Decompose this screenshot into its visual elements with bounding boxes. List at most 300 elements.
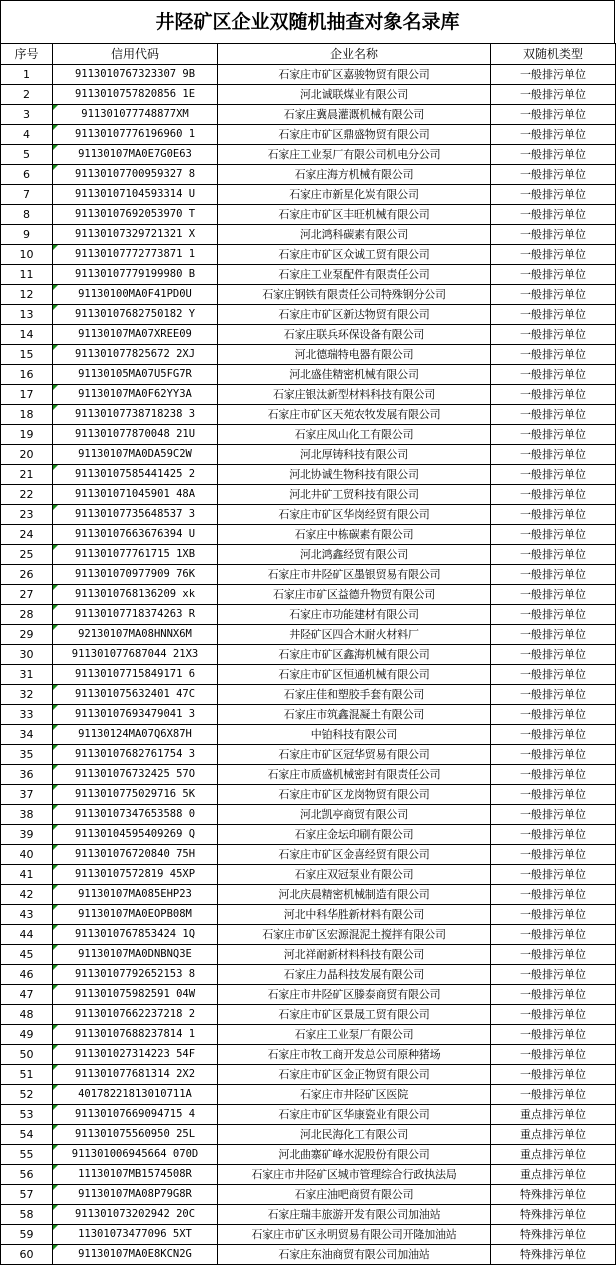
row-company-name[interactable]: 石家庄市矿区龙岗物贸有限公司 (218, 785, 491, 805)
row-credit-code[interactable]: 911301075560950 25L (53, 1125, 218, 1145)
row-no[interactable]: 50 (1, 1045, 53, 1065)
table-row (1, 645, 616, 665)
row-credit-code[interactable]: 91130107MA0EOPB08M (53, 905, 218, 925)
row-no[interactable]: 57 (1, 1185, 53, 1205)
row-company-name[interactable]: 石家庄冀晨灌溉机械有限公司 (218, 105, 491, 125)
cell-note-marker-icon (53, 1225, 58, 1230)
row-credit-code[interactable]: 911301077687044 21X3 (53, 645, 218, 665)
table-row (1, 845, 616, 865)
table-row (1, 85, 616, 105)
row-credit-code[interactable]: 91130107572819 45XP (53, 865, 218, 885)
row-company-name[interactable]: 石家庄市矿区丰旺机械有限公司 (218, 205, 491, 225)
row-inspection-type[interactable]: 一般排污单位 (491, 585, 616, 605)
row-no[interactable]: 38 (1, 805, 53, 825)
row-no[interactable]: 54 (1, 1125, 53, 1145)
row-credit-code[interactable]: 91130107669094715 4 (53, 1105, 218, 1125)
row-no[interactable]: 41 (1, 865, 53, 885)
row-credit-code[interactable]: 91130107585441425 2 (53, 465, 218, 485)
row-no[interactable]: 25 (1, 545, 53, 565)
row-no[interactable]: 46 (1, 965, 53, 985)
table-row (1, 485, 616, 505)
table-row (1, 405, 616, 425)
row-company-name[interactable]: 石家庄市井陉矿区城市管理综合行政执法局 (218, 1165, 491, 1185)
row-credit-code[interactable]: 911301075982591 04W (53, 985, 218, 1005)
row-company-name[interactable]: 石家庄市矿区益德升物贸有限公司 (218, 585, 491, 605)
cell-note-marker-icon (53, 865, 58, 870)
cell-note-marker-icon (53, 505, 58, 510)
row-credit-code[interactable]: 911301075632401 47C (53, 685, 218, 705)
row-inspection-type[interactable]: 一般排污单位 (491, 565, 616, 585)
row-credit-code[interactable]: 911301073202942 20C (53, 1205, 218, 1225)
table-row (1, 1045, 616, 1065)
row-company-name[interactable]: 石家庄市矿区华岗经贸有限公司 (218, 505, 491, 525)
row-credit-code[interactable]: 91130107MA0E8KCN2G (53, 1245, 218, 1265)
row-inspection-type[interactable]: 一般排污单位 (491, 685, 616, 705)
row-no[interactable]: 21 (1, 465, 53, 485)
row-inspection-type[interactable]: 一般排污单位 (491, 225, 616, 245)
row-company-name[interactable]: 石家庄佳和塑胶手套有限公司 (218, 685, 491, 705)
cell-note-marker-icon (53, 1125, 58, 1130)
row-inspection-type[interactable]: 一般排污单位 (491, 665, 616, 685)
row-company-name[interactable]: 石家庄市矿区华康瓷业有限公司 (218, 1105, 491, 1125)
row-inspection-type[interactable]: 一般排污单位 (491, 885, 616, 905)
row-inspection-type[interactable]: 一般排污单位 (491, 825, 616, 845)
row-inspection-type[interactable]: 一般排污单位 (491, 445, 616, 465)
row-inspection-type[interactable]: 重点排污单位 (491, 1165, 616, 1185)
row-no[interactable]: 12 (1, 285, 53, 305)
row-company-name[interactable]: 石家庄金坛印刷有限公司 (218, 825, 491, 845)
row-inspection-type[interactable]: 一般排污单位 (491, 1045, 616, 1065)
row-company-name[interactable]: 石家庄工业泵厂有限公司机电分公司 (218, 145, 491, 165)
row-company-name[interactable]: 河北盛佳精密机械有限公司 (218, 365, 491, 385)
row-company-name[interactable]: 石家庄双冠泵业有限公司 (218, 865, 491, 885)
row-credit-code[interactable]: 9113010767323307 9B (53, 65, 218, 85)
row-credit-code[interactable]: 911301027314223 54F (53, 1045, 218, 1065)
row-credit-code[interactable]: 92130107MA08HNNX6M (53, 625, 218, 645)
row-credit-code[interactable]: 91130107MA0F62YY3A (53, 385, 218, 405)
row-credit-code[interactable]: 91130100MA0F41PD0U (53, 285, 218, 305)
table-row (1, 545, 616, 565)
row-inspection-type[interactable]: 一般排污单位 (491, 425, 616, 445)
cell-note-marker-icon (53, 305, 58, 310)
row-no[interactable]: 59 (1, 1225, 53, 1245)
row-credit-code[interactable]: 911301070977909 76K (53, 565, 218, 585)
row-company-name[interactable]: 石家庄市井陉矿区滕泰商贸有限公司 (218, 985, 491, 1005)
row-company-name[interactable]: 河北厚铸科技有限公司 (218, 445, 491, 465)
table-row (1, 425, 616, 445)
row-inspection-type[interactable]: 一般排污单位 (491, 345, 616, 365)
row-inspection-type[interactable]: 一般排污单位 (491, 905, 616, 925)
row-no[interactable]: 17 (1, 385, 53, 405)
row-credit-code[interactable]: 911301077761715 1XB (53, 545, 218, 565)
row-inspection-type[interactable]: 一般排污单位 (491, 605, 616, 625)
cell-note-marker-icon (53, 1105, 58, 1110)
row-credit-code[interactable]: 91130107682761754 3 (53, 745, 218, 765)
cell-note-marker-icon (53, 585, 58, 590)
row-inspection-type[interactable]: 一般排污单位 (491, 105, 616, 125)
row-inspection-type[interactable]: 一般排污单位 (491, 725, 616, 745)
cell-note-marker-icon (53, 925, 58, 930)
row-credit-code[interactable]: 911301006945664 070D (53, 1145, 218, 1165)
row-no[interactable]: 40 (1, 845, 53, 865)
row-inspection-type[interactable]: 一般排污单位 (491, 705, 616, 725)
table-body (1, 65, 616, 1265)
row-inspection-type[interactable]: 一般排污单位 (491, 365, 616, 385)
cell-note-marker-icon (53, 605, 58, 610)
row-no[interactable]: 2 (1, 85, 53, 105)
cell-note-marker-icon (53, 1145, 58, 1150)
row-no[interactable]: 4 (1, 125, 53, 145)
table-row (1, 65, 616, 85)
row-inspection-type[interactable]: 一般排污单位 (491, 285, 616, 305)
row-no[interactable]: 35 (1, 745, 53, 765)
row-credit-code[interactable]: 91130107MA0DA59C2W (53, 445, 218, 465)
row-no[interactable]: 27 (1, 585, 53, 605)
row-company-name[interactable]: 石家庄市矿区天苑农牧发展有限公司 (218, 405, 491, 425)
row-company-name[interactable]: 石家庄工业泵配件有限责任公司 (218, 265, 491, 285)
row-no[interactable]: 26 (1, 565, 53, 585)
row-credit-code[interactable]: 11130107MB1574508R (53, 1165, 218, 1185)
row-inspection-type[interactable]: 一般排污单位 (491, 65, 616, 85)
row-no[interactable]: 52 (1, 1085, 53, 1105)
row-inspection-type[interactable]: 一般排污单位 (491, 485, 616, 505)
cell-note-marker-icon (53, 825, 58, 830)
row-inspection-type[interactable]: 一般排污单位 (491, 165, 616, 185)
row-no[interactable]: 29 (1, 625, 53, 645)
row-inspection-type[interactable]: 特殊排污单位 (491, 1205, 616, 1225)
row-no[interactable]: 5 (1, 145, 53, 165)
cell-note-marker-icon (53, 1205, 58, 1210)
row-inspection-type[interactable]: 一般排污单位 (491, 945, 616, 965)
row-no[interactable]: 8 (1, 205, 53, 225)
row-company-name[interactable]: 河北祥耐新材料科技有限公司 (218, 945, 491, 965)
row-credit-code[interactable]: 91130107692053970 T (53, 205, 218, 225)
row-credit-code[interactable]: 911301077825672 2XJ (53, 345, 218, 365)
row-company-name[interactable]: 石家庄市矿区宏源混泥土搅拌有限公司 (218, 925, 491, 945)
table-row (1, 1145, 616, 1165)
row-company-name[interactable]: 石家庄市矿区金正物贸有限公司 (218, 1065, 491, 1085)
row-no[interactable]: 23 (1, 505, 53, 525)
row-no[interactable]: 18 (1, 405, 53, 425)
row-company-name[interactable]: 河北井矿工贸科技有限公司 (218, 485, 491, 505)
row-inspection-type[interactable]: 一般排污单位 (491, 965, 616, 985)
row-no[interactable]: 14 (1, 325, 53, 345)
row-company-name[interactable]: 石家庄工业泵厂有限公司 (218, 1025, 491, 1045)
row-no[interactable]: 31 (1, 665, 53, 685)
row-no[interactable]: 3 (1, 105, 53, 125)
row-company-name[interactable]: 石家庄瑞丰旅游开发有限公司加油站 (218, 1205, 491, 1225)
cell-note-marker-icon (53, 805, 58, 810)
row-company-name[interactable]: 石家庄联兵环保设备有限公司 (218, 325, 491, 345)
row-inspection-type[interactable]: 一般排污单位 (491, 1025, 616, 1045)
row-company-name[interactable]: 石家庄市矿区景晟工贸有限公司 (218, 1005, 491, 1025)
row-credit-code[interactable]: 91130107329721321 X (53, 225, 218, 245)
row-company-name[interactable]: 石家庄市井陉矿区医院 (218, 1085, 491, 1105)
header-no: 序号 (1, 44, 53, 65)
row-inspection-type[interactable]: 一般排污单位 (491, 925, 616, 945)
row-no[interactable]: 37 (1, 785, 53, 805)
row-no[interactable]: 19 (1, 425, 53, 445)
row-company-name[interactable]: 石家庄市井陉矿区墨银贸易有限公司 (218, 565, 491, 585)
row-credit-code[interactable]: 911301076732425 57O (53, 765, 218, 785)
row-credit-code[interactable]: 91130107MA08P79G8R (53, 1185, 218, 1205)
sheet-title: 井陉矿区企业双随机抽查对象名录库 (0, 0, 615, 43)
row-company-name[interactable]: 石家庄东油商贸有限公司加油站 (218, 1245, 491, 1265)
table-row (1, 465, 616, 485)
row-company-name[interactable]: 石家庄油吧商贸有限公司 (218, 1185, 491, 1205)
row-credit-code[interactable]: 91130124MA07Q6X87H (53, 725, 218, 745)
row-company-name[interactable]: 石家庄市矿区恒通机械有限公司 (218, 665, 491, 685)
row-credit-code[interactable]: 91130107663676394 U (53, 525, 218, 545)
header-row (1, 44, 616, 65)
row-company-name[interactable]: 石家庄市矿区新达物贸有限公司 (218, 305, 491, 325)
row-credit-code[interactable]: 91130107715849171 6 (53, 665, 218, 685)
row-company-name[interactable]: 石家庄中栋碳素有限公司 (218, 525, 491, 545)
row-company-name[interactable]: 石家庄银汰新型材料科技有限公司 (218, 385, 491, 405)
row-inspection-type[interactable]: 一般排污单位 (491, 205, 616, 225)
row-inspection-type[interactable]: 一般排污单位 (491, 625, 616, 645)
row-credit-code[interactable]: 91130107776196960 1 (53, 125, 218, 145)
cell-note-marker-icon (53, 845, 58, 850)
row-no[interactable]: 13 (1, 305, 53, 325)
row-company-name[interactable]: 石家庄市矿区鼎盛物贸有限公司 (218, 125, 491, 145)
table-row (1, 165, 616, 185)
row-company-name[interactable]: 河北庆晨精密机械制造有限公司 (218, 885, 491, 905)
row-inspection-type[interactable]: 一般排污单位 (491, 545, 616, 565)
row-credit-code[interactable]: 11301073477096 5XT (53, 1225, 218, 1245)
table-row (1, 785, 616, 805)
cell-note-marker-icon (53, 685, 58, 690)
row-company-name[interactable]: 石家庄市筑鑫混凝土有限公司 (218, 705, 491, 725)
cell-note-marker-icon (53, 745, 58, 750)
row-no[interactable]: 10 (1, 245, 53, 265)
row-credit-code[interactable]: 91130107662237218 2 (53, 1005, 218, 1025)
row-company-name[interactable]: 河北诚联煤业有限公司 (218, 85, 491, 105)
row-inspection-type[interactable]: 一般排污单位 (491, 765, 616, 785)
row-credit-code[interactable]: 91130107772773871 1 (53, 245, 218, 265)
row-inspection-type[interactable]: 一般排污单位 (491, 325, 616, 345)
row-credit-code[interactable]: 911301076720840 75H (53, 845, 218, 865)
row-inspection-type[interactable]: 一般排污单位 (491, 125, 616, 145)
row-credit-code[interactable]: 91130104595409269 Q (53, 825, 218, 845)
table-row (1, 965, 616, 985)
row-credit-code[interactable]: 91130107693479041 3 (53, 705, 218, 725)
row-credit-code[interactable]: 91130105MA07U5FG7R (53, 365, 218, 385)
table-row (1, 585, 616, 605)
row-credit-code[interactable]: 911301077681314 2X2 (53, 1065, 218, 1085)
row-no[interactable]: 58 (1, 1205, 53, 1225)
row-company-name[interactable]: 石家庄市矿区金喜经贸有限公司 (218, 845, 491, 865)
row-inspection-type[interactable]: 一般排污单位 (491, 785, 616, 805)
row-company-name[interactable]: 河北凯亭商贸有限公司 (218, 805, 491, 825)
row-credit-code[interactable]: 911301071045901 48A (53, 485, 218, 505)
row-no[interactable]: 32 (1, 685, 53, 705)
row-credit-code[interactable]: 91130107792652153 8 (53, 965, 218, 985)
row-credit-code[interactable]: 91130107688237814 1 (53, 1025, 218, 1045)
row-no[interactable]: 47 (1, 985, 53, 1005)
cell-note-marker-icon (53, 345, 58, 350)
cell-note-marker-icon (53, 885, 58, 890)
row-company-name[interactable]: 河北德瑞特电器有限公司 (218, 345, 491, 365)
row-no[interactable]: 33 (1, 705, 53, 725)
row-inspection-type[interactable]: 一般排污单位 (491, 1085, 616, 1105)
cell-note-marker-icon (53, 765, 58, 770)
row-no[interactable]: 45 (1, 945, 53, 965)
row-inspection-type[interactable]: 重点排污单位 (491, 1145, 616, 1165)
row-inspection-type[interactable]: 一般排污单位 (491, 645, 616, 665)
row-no[interactable]: 7 (1, 185, 53, 205)
row-credit-code[interactable]: 91130107MA0DNBNQ3E (53, 945, 218, 965)
row-company-name[interactable]: 石家庄市功能建材有限公司 (218, 605, 491, 625)
row-no[interactable]: 6 (1, 165, 53, 185)
row-company-name[interactable]: 石家庄市牧工商开发总公司原种猪场 (218, 1045, 491, 1065)
row-inspection-type[interactable]: 一般排污单位 (491, 405, 616, 425)
row-inspection-type[interactable]: 一般排污单位 (491, 745, 616, 765)
table-row (1, 1185, 616, 1205)
row-no[interactable]: 24 (1, 525, 53, 545)
row-inspection-type[interactable]: 一般排污单位 (491, 845, 616, 865)
row-credit-code[interactable]: 91130107735648537 3 (53, 505, 218, 525)
row-company-name[interactable]: 河北鸿鑫经贸有限公司 (218, 545, 491, 565)
cell-note-marker-icon (53, 285, 58, 290)
row-inspection-type[interactable]: 特殊排污单位 (491, 1245, 616, 1265)
row-credit-code[interactable]: 911301077748877XM (53, 105, 218, 125)
enterprise-table (0, 43, 616, 1265)
row-company-name[interactable]: 石家庄市矿区众诚工贸有限公司 (218, 245, 491, 265)
row-inspection-type[interactable]: 一般排污单位 (491, 985, 616, 1005)
row-inspection-type[interactable]: 一般排污单位 (491, 265, 616, 285)
row-inspection-type[interactable]: 一般排污单位 (491, 865, 616, 885)
row-company-name[interactable]: 石家庄市新星化炭有限公司 (218, 185, 491, 205)
row-credit-code[interactable]: 91130107700959327 8 (53, 165, 218, 185)
row-inspection-type[interactable]: 一般排污单位 (491, 1005, 616, 1025)
row-no[interactable]: 20 (1, 445, 53, 465)
table-row (1, 1085, 616, 1105)
row-company-name[interactable]: 石家庄海方机械有限公司 (218, 165, 491, 185)
row-company-name[interactable]: 石家庄力晶科技发展有限公司 (218, 965, 491, 985)
row-inspection-type[interactable]: 一般排污单位 (491, 525, 616, 545)
table-row (1, 725, 616, 745)
table-row (1, 365, 616, 385)
row-inspection-type[interactable]: 重点排污单位 (491, 1125, 616, 1145)
row-inspection-type[interactable]: 重点排污单位 (491, 1105, 616, 1125)
table-row (1, 145, 616, 165)
row-credit-code[interactable]: 911301077870048 21U (53, 425, 218, 445)
row-credit-code[interactable]: 9113010768136209 xk (53, 585, 218, 605)
row-inspection-type[interactable]: 一般排污单位 (491, 185, 616, 205)
row-company-name[interactable]: 河北曲寨矿峰水泥股份有限公司 (218, 1145, 491, 1165)
table-row (1, 125, 616, 145)
row-no[interactable]: 39 (1, 825, 53, 845)
row-inspection-type[interactable]: 一般排污单位 (491, 305, 616, 325)
cell-note-marker-icon (53, 1085, 58, 1090)
row-credit-code[interactable]: 91130107738718238 3 (53, 405, 218, 425)
row-no[interactable]: 28 (1, 605, 53, 625)
row-no[interactable]: 43 (1, 905, 53, 925)
row-company-name[interactable]: 石家庄钢铁有限责任公司特殊钢分公司 (218, 285, 491, 305)
row-company-name[interactable]: 河北中科华胜新材料有限公司 (218, 905, 491, 925)
table-row (1, 905, 616, 925)
row-no[interactable]: 9 (1, 225, 53, 245)
row-no[interactable]: 60 (1, 1245, 53, 1265)
row-no[interactable]: 48 (1, 1005, 53, 1025)
row-inspection-type[interactable]: 一般排污单位 (491, 145, 616, 165)
row-company-name[interactable]: 河北民海化工有限公司 (218, 1125, 491, 1145)
row-credit-code[interactable]: 9113010775029716 5K (53, 785, 218, 805)
row-company-name[interactable]: 石家庄市矿区永明贸易有限公司开隆加油站 (218, 1225, 491, 1245)
row-inspection-type[interactable]: 一般排污单位 (491, 245, 616, 265)
row-no[interactable]: 1 (1, 65, 53, 85)
row-no[interactable]: 42 (1, 885, 53, 905)
row-no[interactable]: 15 (1, 345, 53, 365)
table-row (1, 185, 616, 205)
cell-note-marker-icon (53, 1245, 58, 1250)
table-row (1, 1105, 616, 1125)
row-credit-code[interactable]: 91130107MA085EHP23 (53, 885, 218, 905)
row-credit-code[interactable]: 91130107347653588 0 (53, 805, 218, 825)
row-inspection-type[interactable]: 一般排污单位 (491, 505, 616, 525)
row-credit-code[interactable]: 40178221813010711A (53, 1085, 218, 1105)
row-no[interactable]: 55 (1, 1145, 53, 1165)
row-no[interactable]: 30 (1, 645, 53, 665)
row-no[interactable]: 51 (1, 1065, 53, 1085)
row-no[interactable]: 34 (1, 725, 53, 745)
row-inspection-type[interactable]: 特殊排污单位 (491, 1225, 616, 1245)
row-company-name[interactable]: 石家庄市矿区嘉骏物贸有限公司 (218, 65, 491, 85)
row-inspection-type[interactable]: 一般排污单位 (491, 85, 616, 105)
row-credit-code[interactable]: 91130107682750182 Y (53, 305, 218, 325)
row-inspection-type[interactable]: 一般排污单位 (491, 385, 616, 405)
row-company-name[interactable]: 石家庄市质盛机械密封有限责任公司 (218, 765, 491, 785)
cell-note-marker-icon (53, 105, 58, 110)
row-no[interactable]: 36 (1, 765, 53, 785)
row-no[interactable]: 49 (1, 1025, 53, 1045)
row-company-name[interactable]: 石家庄市矿区鑫海机械有限公司 (218, 645, 491, 665)
row-credit-code[interactable]: 91130107MA07XREE09 (53, 325, 218, 345)
cell-note-marker-icon (53, 465, 58, 470)
row-inspection-type[interactable]: 一般排污单位 (491, 1065, 616, 1085)
table-row (1, 105, 616, 125)
row-inspection-type[interactable]: 一般排污单位 (491, 805, 616, 825)
row-no[interactable]: 16 (1, 365, 53, 385)
row-credit-code[interactable]: 91130107MA0E7G0E63 (53, 145, 218, 165)
row-inspection-type[interactable]: 特殊排污单位 (491, 1185, 616, 1205)
table-row (1, 505, 616, 525)
table-row (1, 265, 616, 285)
table-row (1, 1065, 616, 1085)
row-credit-code[interactable]: 91130107718374263 R (53, 605, 218, 625)
row-no[interactable]: 56 (1, 1165, 53, 1185)
row-company-name[interactable]: 石家庄市矿区冠华贸易有限公司 (218, 745, 491, 765)
row-company-name[interactable]: 中铂科技有限公司 (218, 725, 491, 745)
row-no[interactable]: 11 (1, 265, 53, 285)
row-credit-code[interactable]: 91130107779199980 B (53, 265, 218, 285)
row-credit-code[interactable]: 9113010757820856 1E (53, 85, 218, 105)
row-company-name[interactable]: 井陉矿区四合木耐火材料厂 (218, 625, 491, 645)
row-no[interactable]: 53 (1, 1105, 53, 1125)
row-inspection-type[interactable]: 一般排污单位 (491, 465, 616, 485)
row-no[interactable]: 44 (1, 925, 53, 945)
row-credit-code[interactable]: 9113010767853424 1Q (53, 925, 218, 945)
cell-note-marker-icon (53, 1025, 58, 1030)
row-no[interactable]: 22 (1, 485, 53, 505)
row-company-name[interactable]: 河北协诚生物科技有限公司 (218, 465, 491, 485)
table-row (1, 605, 616, 625)
row-company-name[interactable]: 河北鸿科碳素有限公司 (218, 225, 491, 245)
table-row (1, 745, 616, 765)
row-credit-code[interactable]: 91130107104593314 U (53, 185, 218, 205)
row-company-name[interactable]: 石家庄凤山化工有限公司 (218, 425, 491, 445)
